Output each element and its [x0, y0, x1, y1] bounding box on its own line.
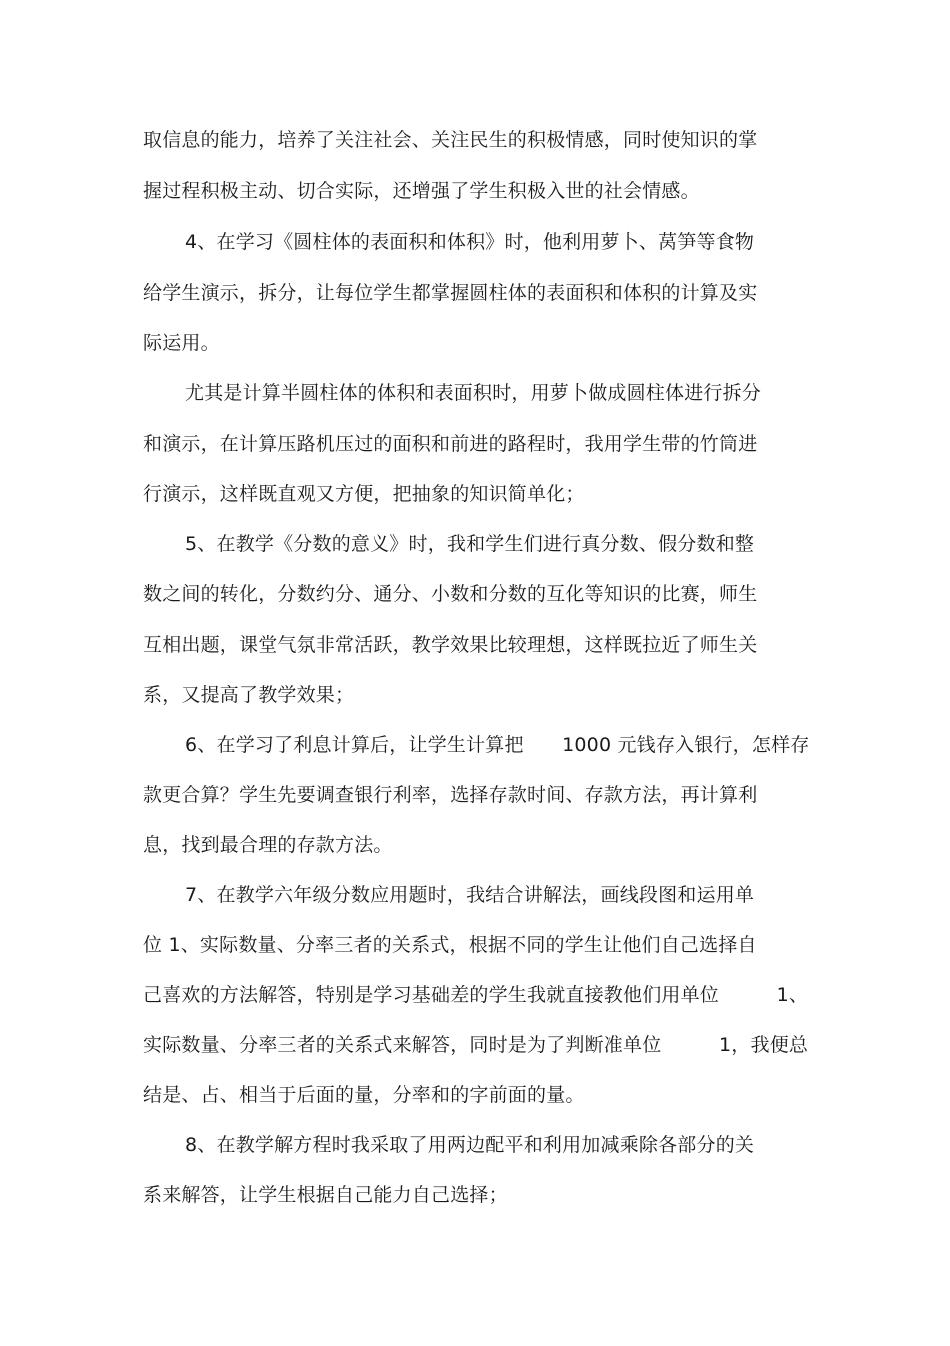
text-line: 系，又提高了教学效果； [143, 684, 355, 706]
text-line: 结是、占、相当于后面的量，分率和的字前面的量。 [143, 1084, 585, 1106]
paragraph-4-start: 4、在学习《圆柱体的表面积和体积》时，他利用萝卜、莴笋等食物 [185, 231, 755, 253]
text-line: 互相出题，课堂气氛非常活跃，教学效果比较理想，这样既拉近了师生关 [143, 634, 758, 656]
text-line: 位 1、实际数量、分率三者的关系式，根据不同的学生让他们自己选择自 [143, 934, 757, 956]
text-line: 实际数量、分率三者的关系式来解答，同时是为了判断准单位 1，我便总 [143, 1034, 809, 1056]
text-line: 和演示，在计算压路机压过的面积和前进的路程时，我用学生带的竹筒进 [143, 433, 758, 455]
paragraph-7-start: 7、在教学六年级分数应用题时，我结合讲解法，画线段图和运用单 [185, 884, 755, 906]
text-line: 息，找到最合理的存款方法。 [143, 834, 393, 856]
text-line: 握过程积极主动、切合实际，还增强了学生积极入世的社会情感。 [143, 180, 700, 202]
text-line: 行演示，这样既直观又方便，把抽象的知识简单化； [143, 483, 585, 505]
paragraph-start: 尤其是计算半圆柱体的体积和表面积时，用萝卜做成圆柱体进行拆分 [185, 382, 762, 404]
text-line: 际运用。 [143, 332, 220, 354]
text-line: 取信息的能力，培养了关注社会、关注民生的积极情感，同时使知识的掌 [143, 129, 758, 151]
text-line: 系来解答，让学生根据自己能力自己选择； [143, 1184, 508, 1206]
text-line: 数之间的转化，分数约分、通分、小数和分数的互化等知识的比赛，师生 [143, 583, 758, 605]
paragraph-6-start: 6、在学习了利息计算后，让学生计算把 1000 元钱存入银行，怎样存 [185, 734, 810, 756]
paragraph-8-start: 8、在教学解方程时我采取了用两边配平和利用加减乘除各部分的关 [185, 1134, 755, 1156]
paragraph-5-start: 5、在教学《分数的意义》时，我和学生们进行真分数、假分数和整 [185, 533, 755, 555]
text-line: 给学生演示，拆分，让每位学生都掌握圆柱体的表面积和体积的计算及实 [143, 282, 758, 304]
text-line: 己喜欢的方法解答，特别是学习基础差的学生我就直接教他们用单位 1、 [143, 984, 809, 1006]
text-line: 款更合算？学生先要调查银行利率，选择存款时间、存款方法，再计算利 [143, 784, 758, 806]
